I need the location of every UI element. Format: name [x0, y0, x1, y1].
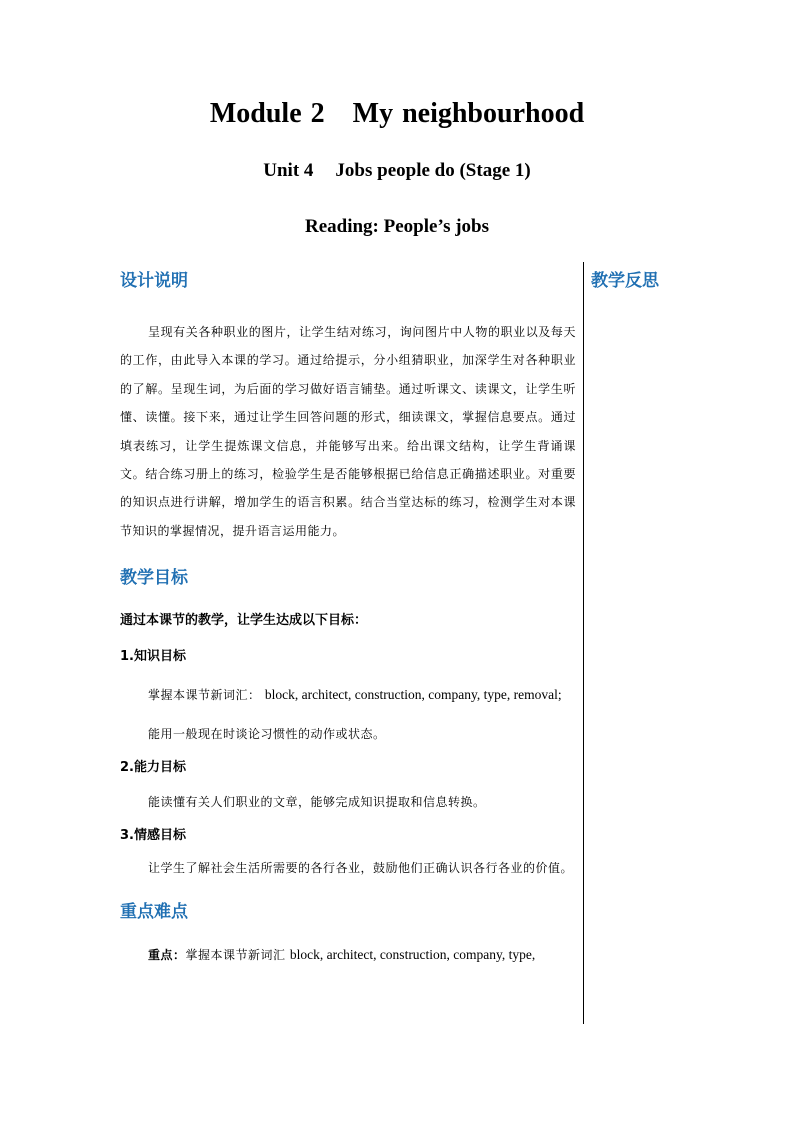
ability-text: 能读懂有关人们职业的文章，能够完成知识提取和信息转换。 [148, 795, 486, 810]
unit-title [0, 160, 794, 182]
reflection-heading: 教学反思 [591, 271, 659, 291]
main-column [120, 266, 576, 969]
column-divider [583, 262, 584, 1024]
emotion-heading: 3.情感目标 [120, 828, 186, 844]
knowledge-text-2: 能用一般现在时谈论习惯性的动作或状态。 [148, 726, 386, 741]
emotion-text: 让学生了解社会生活所需要的各行各业，鼓励他们正确认识各行各业的价值。 [148, 861, 574, 876]
goals-intro: 通过本课节的教学，让学生达成以下目标： [120, 613, 368, 629]
key-heading: 重点难点 [120, 901, 188, 922]
key-text [120, 941, 576, 969]
knowledge-text [120, 681, 576, 709]
module-number: Module 2 [209, 98, 325, 129]
design-heading: 设计说明 [120, 271, 188, 291]
key-text-en: block, architect, construction, company, type, [289, 946, 536, 962]
key-label: 重点： [148, 947, 186, 962]
knowledge-text-cn: 掌握本课节新词汇： [148, 688, 261, 703]
reading-title: Reading: People’s jobs [304, 216, 490, 237]
module-title [0, 98, 794, 130]
design-text: 呈现有关各种职业的图片，让学生结对练习，询问图片中人物的职业以及每天的工作，由此导入本课的学习。通过给提示，分小组猜职业，加深学生对各种职业的了解。呈现生词，为后面的学习做好语言铺垫。通过听课文、读课文，让学生听懂、读懂。接下来，通过让学生回答问题的形式，细读课文，掌握信息要点。通过填表练习，让学生提炼课文信息，并能够写出来。给出课文结构，让学生背诵课文。结合练习册上的练习，检验学生是否能够根据已给信息正确描述职业。对重要的知识点进行讲解，增加学生的语言积累。结合当堂达标的练习，检测学生对本课节知识的掌握情况，提升语言运用能力。 [120, 325, 576, 538]
knowledge-text-en: block, architect, construction, company, type, removal; [264, 687, 562, 703]
goals-heading: 教学目标 [120, 568, 188, 589]
side-column [591, 266, 771, 296]
unit-label: Unit 4 [263, 160, 314, 181]
key-text-cn: 掌握本课节新词汇 [185, 947, 286, 962]
ability-heading: 2.能力目标 [120, 760, 186, 776]
knowledge-heading: 1.知识目标 [120, 649, 186, 665]
module-name: My neighbourhood [352, 98, 585, 129]
unit-name: Jobs people do (Stage 1) [335, 160, 531, 181]
